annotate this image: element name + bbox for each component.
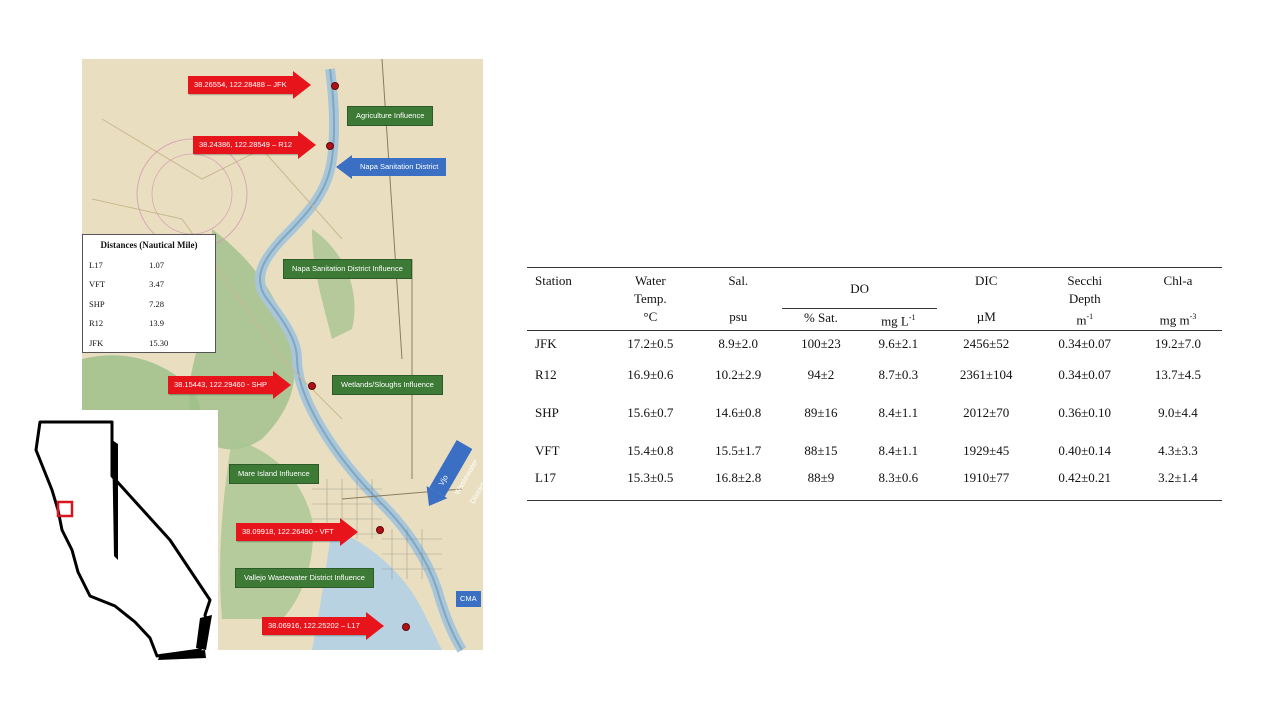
cell-do-mg: 9.6±2.1 [878,335,919,351]
col-header-do: DO [782,268,937,309]
cell-secchi: 0.34±0.07 [1058,367,1112,383]
distance-value: 7.28 [149,298,164,309]
station-dot [402,623,410,631]
cell-temp: 16.9±0.6 [627,367,674,383]
unit-do-mg [860,308,937,330]
table-header-row-1 [527,268,1222,309]
cell-chl: 13.7±4.5 [1154,367,1202,383]
chl-unit-sup: -3 [1189,312,1197,321]
distance-row [89,333,172,353]
arrow-icon [366,612,384,640]
influence-label-wetlands: Wetlands/Sloughs Influence [332,375,443,395]
distance-value: 13.9 [149,318,164,329]
distance-value: 3.47 [149,279,164,290]
unit-empty [527,308,606,330]
chl-unit-text: mg m [1159,312,1190,328]
arrow-icon [298,131,316,159]
cell-sal: 14.6±0.8 [715,405,762,421]
table-row [527,470,1222,500]
cell-sal: 16.8±2.8 [715,470,762,486]
influence-label-mare-island: Mare Island Influence [229,464,319,484]
arrow-icon [273,371,291,399]
cell-do-sat: 100±23 [801,335,841,351]
col-header-secchi [1036,268,1135,309]
col-header-water-temp [606,268,694,309]
secchi-unit-text: m [1076,312,1087,328]
secchi-line-2: Depth [1068,291,1101,306]
california-inset-map [0,410,218,660]
secchi-line-1: Secchi [1067,273,1103,288]
cell-station: JFK [535,335,557,351]
unit-dic: µM [976,309,996,324]
station-dot [308,382,316,390]
distances-table [89,255,172,353]
cell-station: R12 [535,367,557,383]
cell-station: VFT [535,443,560,459]
col-header-sal: Sal. [728,273,749,288]
cell-do-mg: 8.3±0.6 [878,470,919,486]
water-temp-line-2: Temp. [633,291,667,306]
distance-station: SHP [89,298,105,309]
station-label: 38.15443, 122.29460 - SHP [168,376,273,394]
distance-row [89,294,172,314]
col-header-dic: DIC [975,273,998,288]
distance-row [89,275,172,295]
water-quality-table [527,267,1222,501]
cell-secchi: 0.40±0.14 [1058,443,1112,459]
cell-station: SHP [535,405,559,421]
distance-value: 1.07 [149,259,164,270]
do-mg-sup: -1 [908,312,916,322]
unit-water-temp: °C [643,309,658,324]
cma-label: CMA [456,591,481,607]
cell-temp: 17.2±0.5 [627,335,674,351]
cell-dic: 1929±45 [963,443,1010,459]
cell-chl: 4.3±3.3 [1158,443,1198,459]
vjo-wastewater-label: Vjo Wastewater District [429,440,472,497]
table-row [527,394,1222,432]
do-mg-text: mg L [881,312,909,328]
cell-sal: 10.2±2.9 [715,367,762,383]
col-header-chl: Chl-a [1163,273,1193,288]
influence-label-agriculture: Agriculture Influence [347,106,433,126]
station-dot [331,82,339,90]
cell-temp: 15.4±0.8 [627,443,674,459]
arrow-icon [293,71,311,99]
station-dot [326,142,334,150]
station-marker-l17 [262,612,384,640]
arrow-icon [336,155,352,179]
distance-station: VFT [89,279,106,290]
cell-secchi: 0.36±0.10 [1058,405,1112,421]
napa-sanitation-marker [336,155,446,179]
cell-sal: 8.9±2.0 [718,335,759,351]
cell-chl: 9.0±4.4 [1158,405,1198,421]
cell-dic: 2456±52 [963,335,1010,351]
col-header-station: Station [535,273,572,288]
napa-sanitation-label: Napa Sanitation District [352,158,446,176]
cell-secchi: 0.42±0.21 [1058,470,1112,486]
california-outline [0,410,218,660]
station-marker-jfk [188,71,311,99]
cell-dic: 1910±77 [963,470,1010,486]
cell-do-mg: 8.4±1.1 [878,443,919,459]
station-label: 38.06916, 122.25202 – L17 [262,617,366,635]
distance-value: 15.30 [149,337,169,348]
table-row [527,356,1222,394]
station-marker-vft [236,518,358,546]
distance-station: R12 [89,318,104,329]
influence-label-napa-sanitation: Napa Sanitation District Influence [283,259,412,279]
station-marker-r12 [193,131,316,159]
distance-station: JFK [89,337,104,348]
water-quality-table-container [527,267,1222,501]
distances-title: Distances (Nautical Mile) [100,240,198,250]
cell-do-sat: 88±9 [807,470,835,486]
cell-do-sat: 89±16 [804,405,838,421]
station-marker-shp [168,371,291,399]
unit-chl [1134,308,1222,330]
cell-sal: 15.5±1.7 [715,443,762,459]
distances-legend [82,234,216,353]
unit-sal: psu [729,309,748,324]
cell-dic: 2361±104 [959,367,1013,383]
cell-do-sat: 94±2 [807,367,835,383]
distance-row [89,314,172,334]
arrow-icon [340,518,358,546]
influence-label-vallejo: Vallejo Wastewater District Influence [235,568,374,588]
cell-secchi: 0.34±0.07 [1058,335,1112,351]
cell-do-mg: 8.7±0.3 [878,367,919,383]
cell-temp: 15.3±0.5 [627,470,674,486]
table-header-row-2 [527,308,1222,330]
water-temp-line-1: Water [634,273,666,288]
table-row [527,432,1222,470]
cell-dic: 2012±70 [963,405,1010,421]
cell-temp: 15.6±0.7 [627,405,674,421]
unit-do-sat: % Sat. [803,309,838,325]
cell-chl: 3.2±1.4 [1158,470,1198,486]
cell-do-sat: 88±15 [804,443,838,459]
station-label: 38.24386, 122.28549 – R12 [193,136,298,154]
unit-secchi [1036,308,1135,330]
distance-station: L17 [89,259,103,270]
station-dot [376,526,384,534]
station-label: 38.26554, 122.28488 – JFK [188,76,293,94]
station-label: 38.09918, 122.26490 - VFT [236,523,340,541]
cell-chl: 19.2±7.0 [1154,335,1202,351]
table-row [527,330,1222,356]
secchi-unit-sup: -1 [1086,312,1094,321]
cell-do-mg: 8.4±1.1 [878,405,919,421]
distance-row [89,255,172,275]
cell-station: L17 [535,470,556,486]
